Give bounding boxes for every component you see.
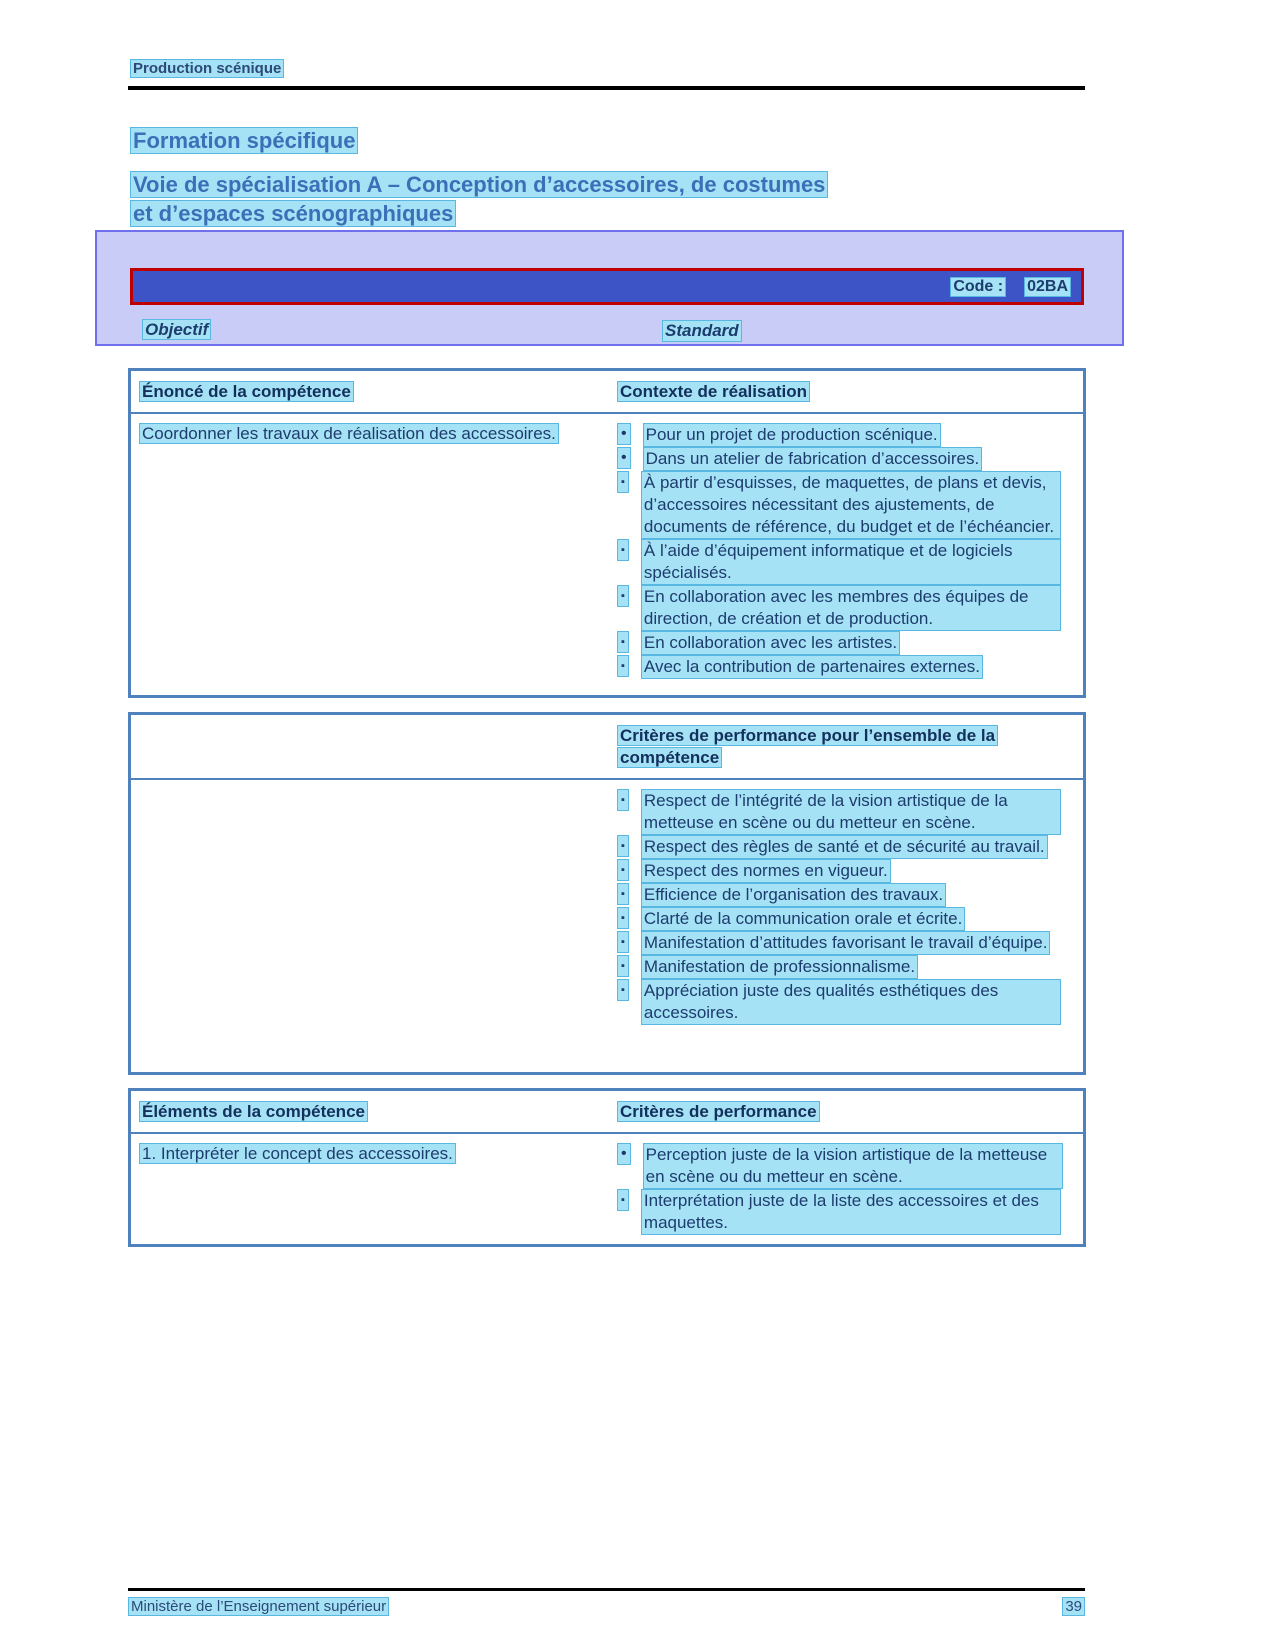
- list-item-text: Dans un atelier de fabrication d’accessoires.: [643, 447, 983, 471]
- performance-list: [617, 789, 1071, 1025]
- list-item: [617, 1143, 1071, 1189]
- objectif-label: Objectif: [142, 319, 211, 340]
- elements-criteres-list: [617, 1143, 1071, 1235]
- criteres-ensemble-text: Critères de performance pour l’ensemble de la compétence: [617, 725, 998, 768]
- page-title: [130, 128, 358, 154]
- footer-rule: [128, 1588, 1085, 1591]
- bullet-icon: ▪: [617, 859, 629, 881]
- elements-table-body: [131, 1134, 1083, 1244]
- competence-table-body: [131, 414, 1083, 688]
- list-item: [617, 471, 1071, 539]
- header-cell-enonce: [131, 371, 609, 412]
- header-elements-text: Éléments de la compétence: [139, 1101, 368, 1122]
- list-item-text: Perception juste de la vision artistique de la metteuse en scène ou du metteur en scène.: [643, 1143, 1063, 1189]
- header-rule: [128, 86, 1085, 90]
- bullet-icon: •: [617, 447, 631, 469]
- list-item-text: Manifestation d’attitudes favorisant le travail d’équipe.: [641, 931, 1051, 955]
- list-item: [617, 1189, 1071, 1235]
- list-item-text: À partir d’esquisses, de maquettes, de plans et devis, d’accessoires nécessitant des ajustements, de documents de référence, du budget et de l’échéancier.: [641, 471, 1061, 539]
- page-number: 39: [1062, 1597, 1085, 1616]
- competence-statement-cell: [131, 414, 609, 454]
- context-list: [617, 423, 1071, 679]
- subtitle-line2: et d’espaces scénographiques: [130, 200, 456, 227]
- competence-table-header: [131, 371, 1083, 414]
- statement-wrap: [139, 423, 584, 445]
- list-item-text: Avec la contribution de partenaires externes.: [641, 655, 983, 679]
- bullet-icon: ▪: [617, 789, 629, 811]
- bullet-icon: ▪: [617, 979, 629, 1001]
- bullet-icon: •: [617, 423, 631, 445]
- code-value: 02BA: [1024, 277, 1071, 297]
- footer: [128, 1597, 1085, 1616]
- competence-statement: Coordonner les travaux de réalisation des accessoires.: [139, 423, 559, 444]
- code-label: Code :: [950, 277, 1006, 297]
- objective-standard-row: [142, 320, 1096, 340]
- list-item-text: Respect des normes en vigueur.: [641, 859, 891, 883]
- subtitle: [130, 170, 828, 228]
- list-item-text: Manifestation de professionnalisme.: [641, 955, 918, 979]
- list-item-text: Appréciation juste des qualités esthétiques des accessoires.: [641, 979, 1061, 1025]
- header-cell-contexte: [609, 371, 1083, 412]
- list-item-text: Clarté de la communication orale et écrite.: [641, 907, 965, 931]
- bullet-icon: ▪: [617, 955, 629, 977]
- bullet-icon: ▪: [617, 585, 629, 607]
- performance-left-cell: [131, 780, 609, 798]
- list-item: [617, 423, 1071, 447]
- list-item-text: En collaboration avec les membres des équipes de direction, de création et de production.: [641, 585, 1061, 631]
- list-item: [617, 979, 1071, 1025]
- header-cell-elements: [131, 1091, 609, 1132]
- bullet-icon: ▪: [617, 883, 629, 905]
- list-item: [617, 447, 1071, 471]
- competence-table: [128, 368, 1086, 698]
- header-enonce-text: Énoncé de la compétence: [139, 381, 354, 402]
- subtitle-line1: Voie de spécialisation A – Conception d’accessoires, de costumes: [130, 171, 828, 198]
- list-item-text: Pour un projet de production scénique.: [643, 423, 941, 447]
- element-text: 1. Interpréter le concept des accessoires.: [139, 1143, 456, 1164]
- elements-table-header: [131, 1091, 1083, 1134]
- header-cell-empty: [131, 715, 609, 734]
- performance-table: [128, 712, 1086, 1075]
- list-item: [617, 907, 1071, 931]
- elements-table: [128, 1088, 1086, 1247]
- performance-table-body: [131, 780, 1083, 1034]
- element-wrap: [139, 1143, 584, 1165]
- element-cell: [131, 1134, 609, 1174]
- list-item-text: À l’aide d’équipement informatique et de logiciels spécialisés.: [641, 539, 1061, 585]
- list-item: [617, 955, 1071, 979]
- running-header-text: Production scénique: [130, 59, 284, 78]
- bullet-icon: •: [617, 1143, 631, 1165]
- list-item-text: Respect des règles de santé et de sécurité au travail.: [641, 835, 1048, 859]
- footer-text: Ministère de l’Enseignement supérieur: [128, 1597, 389, 1616]
- bullet-icon: ▪: [617, 631, 629, 653]
- header-cell-criteres-ensemble: [609, 715, 1083, 778]
- list-item: [617, 789, 1071, 835]
- list-item: [617, 835, 1071, 859]
- list-item: [617, 631, 1071, 655]
- running-header: [130, 60, 284, 77]
- section-title-text: Formation spécifique: [130, 127, 358, 154]
- list-item-text: Respect de l’intégrité de la vision artistique de la metteuse en scène ou du metteur en scène.: [641, 789, 1061, 835]
- performance-right-cell: [609, 780, 1083, 1034]
- header-cell-criteres: [609, 1091, 1083, 1132]
- objective-panel: [95, 230, 1124, 346]
- bullet-icon: ▪: [617, 539, 629, 561]
- list-item-text: En collaboration avec les artistes.: [641, 631, 900, 655]
- header-criteres-text: Critères de performance: [617, 1101, 820, 1122]
- list-item: [617, 539, 1071, 585]
- bullet-icon: ▪: [617, 471, 629, 493]
- header-contexte-text: Contexte de réalisation: [617, 381, 810, 402]
- list-item: [617, 931, 1071, 955]
- elements-criteres-cell: [609, 1134, 1083, 1244]
- bullet-icon: ▪: [617, 931, 629, 953]
- code-banner: [130, 268, 1084, 305]
- list-item: [617, 655, 1071, 679]
- bullet-icon: ▪: [617, 907, 629, 929]
- list-item: [617, 585, 1071, 631]
- context-cell: [609, 414, 1083, 688]
- performance-table-header: [131, 715, 1083, 780]
- bullet-icon: ▪: [617, 655, 629, 677]
- list-item-text: Efficience de l’organisation des travaux.: [641, 883, 946, 907]
- list-item: [617, 883, 1071, 907]
- standard-label: Standard: [662, 320, 742, 342]
- bullet-icon: ▪: [617, 1189, 629, 1211]
- bullet-icon: ▪: [617, 835, 629, 857]
- criteres-header-wrap: [617, 725, 1062, 769]
- list-item: [617, 859, 1071, 883]
- list-item-text: Interprétation juste de la liste des accessoires et des maquettes.: [641, 1189, 1061, 1235]
